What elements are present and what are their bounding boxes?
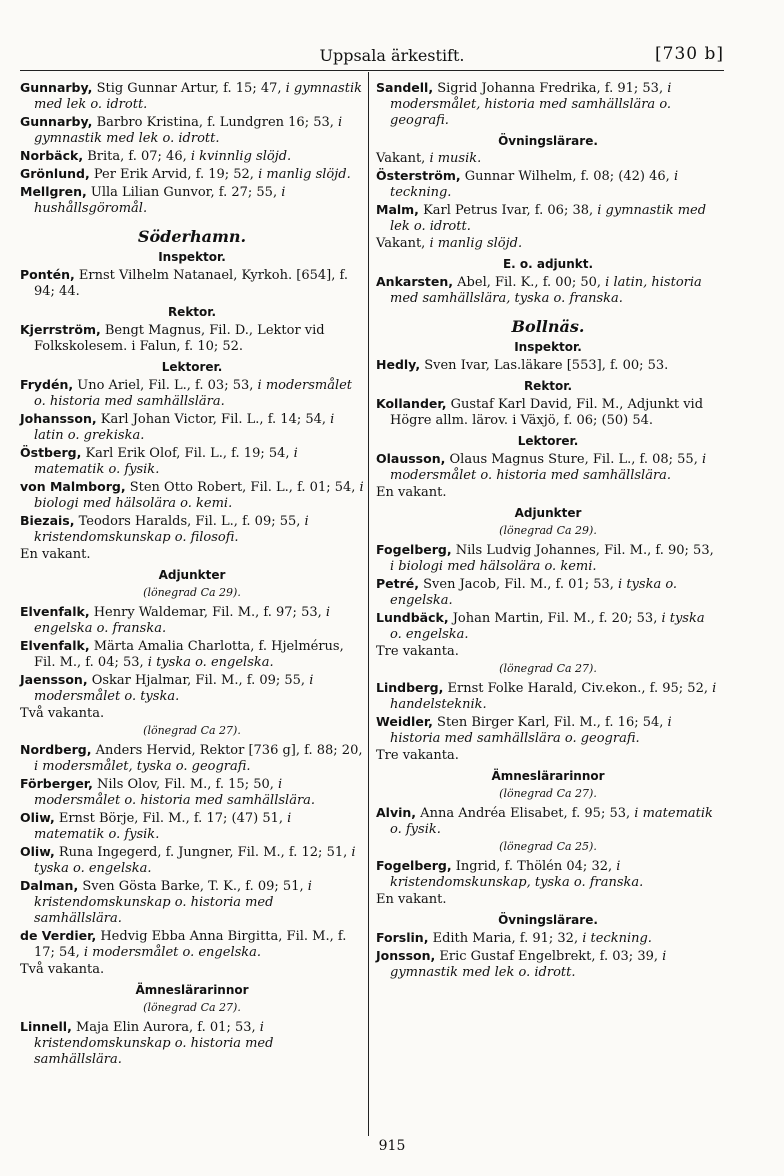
teaching-subjects: i kristendomskunskap, tyska o. franska.: [390, 859, 644, 890]
person-details: Henry Waldemar, Fil. M., f. 97; 53,: [89, 605, 326, 620]
vacancy-subject: i manlig slöjd.: [429, 236, 523, 251]
person-details: Runa Ingegerd, f. Jungner, Fil. M., f. 12; 51,: [54, 845, 352, 860]
person-surname: Lundbäck,: [376, 610, 449, 625]
teaching-subjects: i matematik o. fysik.: [34, 446, 298, 477]
directory-entry: [20, 844, 364, 877]
entry-list: [376, 168, 720, 235]
vacancy-note: Tre vakanta.: [376, 748, 459, 763]
person-surname: Jonsson,: [376, 948, 436, 963]
person-surname: Fogelberg,: [376, 542, 452, 557]
teaching-subjects: i biologi med hälsolära o. kemi.: [390, 559, 597, 574]
person-details: Stig Gunnar Artur, f. 15; 47,: [92, 81, 286, 96]
person-details: Uno Ariel, Fil. L., f. 03; 53,: [73, 378, 258, 393]
person-surname: Olausson,: [376, 451, 446, 466]
person-details: Ulla Lilian Gunvor, f. 27; 55,: [86, 185, 282, 200]
entry-list: [376, 80, 720, 129]
teaching-subjects: i teckning.: [390, 169, 679, 200]
directory-entry: [20, 479, 364, 512]
vacancy-note: En vakant.: [20, 547, 91, 562]
person-surname: Mellgren,: [20, 184, 87, 199]
directory-entry: [20, 810, 364, 843]
directory-entry: [20, 1019, 364, 1068]
teaching-subjects: i latin o. grekiska.: [34, 412, 335, 443]
person-details: Ernst Börje, Fil. M., f. 17; (47) 51,: [54, 811, 288, 826]
teaching-subjects: i tyska o. engelska.: [34, 845, 356, 876]
section-heading: Rektor.: [167, 305, 217, 319]
person-details: Oskar Hjalmar, Fil. M., f. 09; 55,: [87, 673, 310, 688]
person-surname: Sandell,: [376, 80, 434, 95]
person-surname: Johansson,: [20, 411, 97, 426]
person-details: Eric Gustaf Engelbrekt, f. 03; 39,: [435, 949, 663, 964]
person-surname: Linnell,: [20, 1019, 72, 1034]
person-surname: Förberger,: [20, 776, 93, 791]
teaching-subjects: i teckning.: [582, 931, 652, 946]
teaching-subjects: i kvinnlig slöjd.: [190, 149, 292, 164]
person-surname: Biezais,: [20, 513, 75, 528]
teaching-subjects: i gymnastik med lek o. idrott.: [390, 949, 667, 980]
person-surname: Gunnarby,: [20, 80, 93, 95]
page-number: 915: [378, 1138, 406, 1154]
teaching-subjects: i modersmålet, historia med samhällslära o. geografi.: [390, 81, 672, 128]
entry-list: [376, 274, 720, 307]
directory-entry: [20, 267, 364, 300]
person-details: Karl Petrus Ivar, f. 06; 38,: [418, 203, 598, 218]
person-details: Anna Andréa Elisabet, f. 95; 53,: [416, 806, 635, 821]
directory-entry: [376, 610, 720, 643]
left-column: [20, 80, 364, 1069]
person-surname: Österström,: [376, 168, 461, 183]
directory-entry: [20, 148, 364, 165]
teaching-subjects: i gymnastik med lek o. idrott.: [34, 81, 362, 112]
person-surname: Weidler,: [376, 714, 433, 729]
right-column: [376, 80, 720, 982]
entry-list: [376, 451, 720, 484]
directory-entry: [20, 411, 364, 444]
teaching-subjects: i modersmålet o. engelska.: [83, 945, 262, 960]
vacancy-note: Tre vakanta.: [376, 644, 459, 659]
directory-entry: [376, 576, 720, 609]
person-details: Sven Gösta Barke, T. K., f. 09; 51,: [78, 879, 308, 894]
person-details: Ernst Folke Harald, Civ.ekon., f. 95; 52,: [443, 681, 713, 696]
directory-entry: [20, 928, 364, 961]
directory-entry: [20, 878, 364, 927]
section-heading: Lektorer.: [517, 434, 579, 448]
town-heading: Söderhamn.: [137, 227, 247, 246]
directory-entry: [20, 166, 364, 183]
person-details: Barbro Kristina, f. Lundgren 16; 53,: [92, 115, 339, 130]
column-divider: [368, 72, 369, 1136]
teaching-subjects: i handelsteknik.: [390, 681, 717, 712]
teaching-subjects: i gymnastik med lek o. idrott.: [390, 203, 707, 234]
directory-entry: [20, 604, 364, 637]
person-surname: Forslin,: [376, 930, 429, 945]
person-surname: Kollander,: [376, 396, 447, 411]
person-details: Anders Hervid, Rektor [736 g], f. 88; 20,: [91, 743, 363, 758]
person-details: Bengt Magnus, Fil. D., Lektor vid Folkskolesem. i Falun, f. 10; 52.: [34, 323, 325, 354]
person-details: Gunnar Wilhelm, f. 08; (42) 46,: [460, 169, 674, 184]
entry-list: [376, 805, 720, 838]
person-details: Märta Amalia Charlotta, f. Hjelmérus, Fil. M., f. 04; 53,: [34, 639, 344, 670]
section-heading: Adjunkter: [158, 568, 226, 582]
directory-entry: [376, 396, 720, 429]
person-surname: Nordberg,: [20, 742, 92, 757]
teaching-subjects: i tyska o. engelska.: [390, 611, 705, 642]
section-heading: Övningslärare.: [498, 913, 598, 927]
person-details: Gustaf Karl David, Fil. M., Adjunkt vid Högre allm. lärov. i Växjö, f. 06; (50) 54.: [390, 397, 704, 428]
person-details: Sven Ivar, Las.läkare [553], f. 00; 53.: [420, 358, 669, 373]
directory-entry: [376, 805, 720, 838]
section-heading: Rektor.: [523, 379, 573, 393]
directory-entry: [376, 680, 720, 713]
person-details: Hedvig Ebba Anna Birgitta, Fil. M., f. 17; 54,: [34, 929, 347, 960]
vacancy-note: Två vakanta.: [20, 962, 105, 977]
teaching-subjects: i kristendomskunskap o. historia med samhällslära.: [34, 879, 312, 926]
person-details: Ingrid, f. Thölén 04; 32,: [451, 859, 617, 874]
teaching-subjects: i matematik o. fysik.: [34, 811, 292, 842]
person-surname: Dalman,: [20, 878, 79, 893]
teaching-subjects: i biologi med hälsolära o. kemi.: [34, 480, 364, 511]
section-heading: E. o. adjunkt.: [502, 257, 594, 271]
person-surname: Gunnarby,: [20, 114, 93, 129]
person-surname: de Verdier,: [20, 928, 97, 943]
page-reference: [730 b]: [655, 44, 724, 64]
vacancy-note: [376, 236, 720, 252]
person-surname: Elvenfalk,: [20, 604, 90, 619]
person-surname: Petré,: [376, 576, 420, 591]
teaching-subjects: i modersmålet o. historia med samhällslära.: [390, 452, 707, 483]
entry-list: [20, 604, 364, 705]
teaching-subjects: i hushållsgöromål.: [34, 185, 286, 216]
section-heading: Ämneslärarinnor: [491, 769, 605, 783]
directory-entry: [20, 114, 364, 147]
vacancy-subject: i musik.: [429, 151, 482, 166]
vacancy-note: En vakant.: [376, 892, 447, 907]
person-surname: Elvenfalk,: [20, 638, 90, 653]
person-surname: Oliw,: [20, 810, 55, 825]
salary-grade-note: (lönegrad Ca 29).: [499, 524, 597, 537]
person-details: Ernst Vilhelm Natanael, Kyrkoh. [654], f. 94; 44.: [34, 268, 348, 299]
person-details: Maja Elin Aurora, f. 01; 53,: [71, 1020, 260, 1035]
person-details: Sven Jacob, Fil. M., f. 01; 53,: [419, 577, 619, 592]
entry-list: [20, 1019, 364, 1068]
directory-entry: [20, 80, 364, 113]
teaching-subjects: i tyska o. engelska.: [390, 577, 678, 608]
directory-entry: [376, 357, 720, 374]
person-surname: Grönlund,: [20, 166, 90, 181]
vacancy-note: En vakant.: [376, 485, 447, 500]
directory-entry: [376, 274, 720, 307]
person-details: Karl Johan Victor, Fil. L., f. 14; 54,: [96, 412, 331, 427]
person-details: Teodors Haralds, Fil. L., f. 09; 55,: [74, 514, 305, 529]
person-details: Abel, Fil. K., f. 00; 50,: [453, 275, 606, 290]
directory-entry: [376, 202, 720, 235]
section-heading: Lektorer.: [161, 360, 223, 374]
person-surname: Oliw,: [20, 844, 55, 859]
vacancy-label: Vakant,: [376, 236, 430, 251]
entry-list: [376, 930, 720, 981]
person-details: Nils Ludvig Johannes, Fil. M., f. 90; 53,: [451, 543, 714, 558]
salary-grade-note: (lönegrad Ca 27).: [499, 662, 597, 675]
entry-group: [376, 357, 720, 374]
teaching-subjects: i kristendomskunskap o. historia med samhällslära.: [34, 1020, 274, 1067]
person-surname: Frydén,: [20, 377, 74, 392]
teaching-subjects: i latin, historia med samhällslära, tyska o. franska.: [390, 275, 702, 306]
town-heading: Bollnäs.: [511, 317, 585, 336]
person-details: Sten Otto Robert, Fil. L., f. 01; 54,: [125, 480, 360, 495]
section-heading: Inspektor.: [514, 340, 582, 354]
teaching-subjects: i kristendomskunskap o. filosofi.: [34, 514, 309, 545]
directory-entry: [20, 776, 364, 809]
person-details: Sten Birger Karl, Fil. M., f. 16; 54,: [432, 715, 668, 730]
directory-entry: [20, 377, 364, 410]
entry-list: [376, 858, 720, 891]
directory-entry: [376, 542, 720, 575]
directory-entry: [20, 513, 364, 546]
section-heading: Inspektor.: [158, 250, 226, 264]
person-details: Brita, f. 07; 46,: [83, 149, 191, 164]
teaching-subjects: i matematik o. fysik.: [390, 806, 713, 837]
entry-list: [376, 680, 720, 747]
entry-list: [20, 80, 364, 217]
entry-group: [20, 322, 364, 355]
teaching-subjects: i tyska o. engelska.: [147, 655, 274, 670]
directory-entry: [20, 322, 364, 355]
directory-entry: [20, 638, 364, 671]
teaching-subjects: i engelska o. franska.: [34, 605, 331, 636]
person-surname: Jaensson,: [20, 672, 88, 687]
directory-entry: [376, 948, 720, 981]
directory-entry: [376, 858, 720, 891]
directory-entry: [20, 184, 364, 217]
person-details: Edith Maria, f. 91; 32,: [428, 931, 583, 946]
directory-entry: [20, 445, 364, 478]
directory-entry: [20, 742, 364, 775]
section-heading: Ämneslärarinnor: [135, 983, 249, 997]
directory-entry: [376, 930, 720, 947]
section-heading: Övningslärare.: [498, 134, 598, 148]
directory-entry: [376, 168, 720, 201]
entry-list: [376, 542, 720, 643]
person-surname: Lindberg,: [376, 680, 444, 695]
page-header: [0, 44, 784, 72]
salary-grade-note: (lönegrad Ca 29).: [143, 586, 241, 599]
entry-group: [376, 396, 720, 429]
teaching-subjects: i modersmålet o. historia med samhällslära.: [34, 378, 353, 409]
salary-grade-note: (lönegrad Ca 27).: [499, 787, 597, 800]
entry-list: [20, 742, 364, 961]
section-heading: Adjunkter: [514, 506, 582, 520]
person-details: Nils Olov, Fil. M., f. 15; 50,: [92, 777, 279, 792]
directory-entry: [376, 80, 720, 129]
entry-list: [20, 377, 364, 546]
teaching-subjects: i historia med samhällslära o. geografi.: [390, 715, 672, 746]
person-details: Karl Erik Olof, Fil. L., f. 19; 54,: [81, 446, 294, 461]
teaching-subjects: i modersmålet o. tyska.: [34, 673, 314, 704]
person-surname: Fogelberg,: [376, 858, 452, 873]
salary-grade-note: (lönegrad Ca 25).: [499, 840, 597, 853]
person-details: Sigrid Johanna Fredrika, f. 91; 53,: [433, 81, 668, 96]
person-surname: Norbäck,: [20, 148, 84, 163]
person-details: Olaus Magnus Sture, Fil. L., f. 08; 55,: [445, 452, 702, 467]
person-details: Per Erik Arvid, f. 19; 52,: [89, 167, 259, 182]
person-surname: Hedly,: [376, 357, 421, 372]
person-surname: Östberg,: [20, 445, 82, 460]
teaching-subjects: i manlig slöjd.: [258, 167, 351, 182]
teaching-subjects: i gymnastik med lek o. idrott.: [34, 115, 343, 146]
person-surname: Pontén,: [20, 267, 75, 282]
vacancy-note: Två vakanta.: [20, 706, 105, 721]
vacancy-note: [376, 151, 720, 167]
person-surname: Malm,: [376, 202, 419, 217]
person-details: Johan Martin, Fil. M., f. 20; 53,: [448, 611, 662, 626]
teaching-subjects: i modersmålet o. historia med samhällslära.: [34, 777, 316, 808]
person-surname: Ankarsten,: [376, 274, 454, 289]
directory-entry: [376, 451, 720, 484]
teaching-subjects: i modersmålet, tyska o. geografi.: [34, 759, 251, 774]
person-surname: von Malmborg,: [20, 479, 126, 494]
directory-entry: [376, 714, 720, 747]
entry-group: [20, 267, 364, 300]
page-title: Uppsala ärkestift.: [319, 46, 465, 65]
person-surname: Kjerrström,: [20, 322, 101, 337]
header-rule: [20, 70, 724, 71]
person-surname: Alvin,: [376, 805, 417, 820]
salary-grade-note: (lönegrad Ca 27).: [143, 724, 241, 737]
directory-entry: [20, 672, 364, 705]
vacancy-label: Vakant,: [376, 151, 430, 166]
salary-grade-note: (lönegrad Ca 27).: [143, 1001, 241, 1014]
